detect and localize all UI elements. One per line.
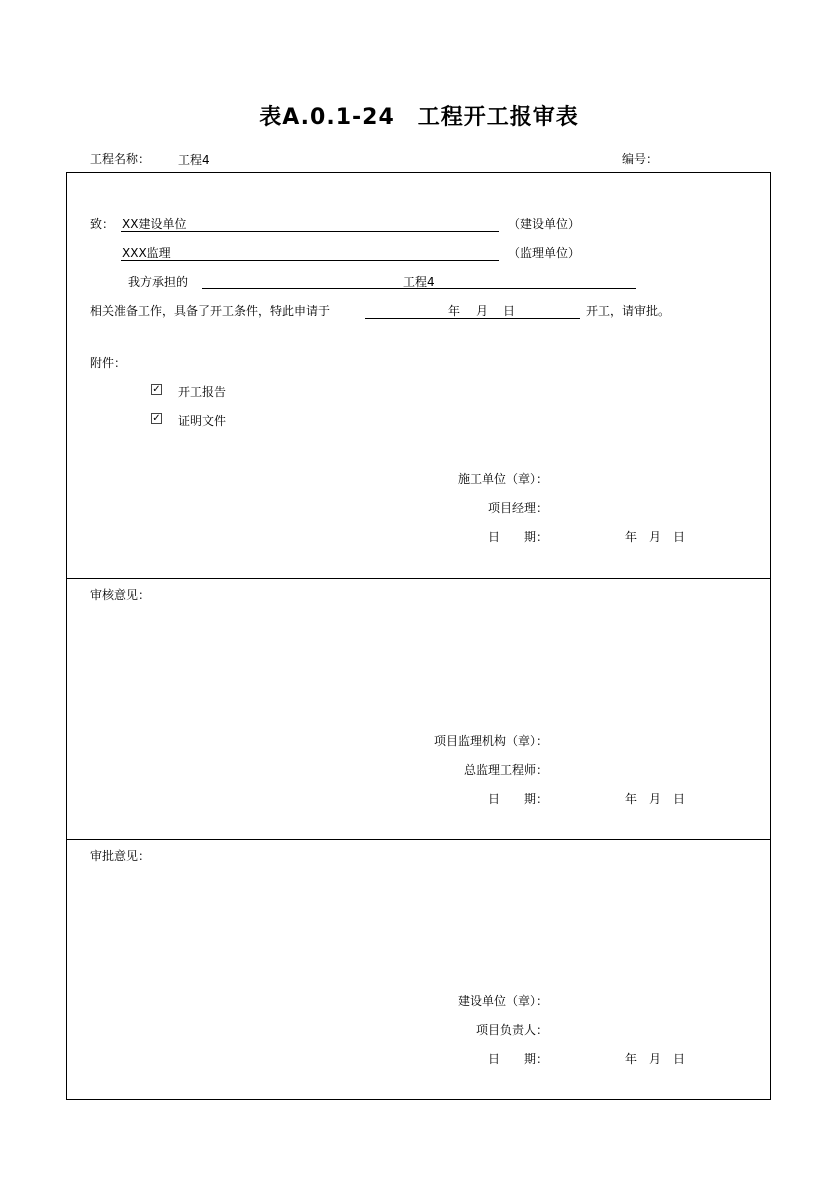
to-label: 致： [90, 217, 115, 231]
apply-date-underline [365, 318, 580, 319]
approval-seal-label: 建设单位（章）： [457, 994, 548, 1008]
contractor-date-value: 年 月 日 [625, 530, 686, 544]
apply-date-year: 年 [448, 304, 461, 318]
review-engineer-label: 总监理工程师： [463, 763, 548, 777]
undertake-underline [202, 288, 636, 289]
apply-date-day: 日 [503, 304, 516, 318]
supervisor-unit-value: XXX监理 [122, 246, 171, 260]
section-divider-review [66, 578, 771, 579]
attachment-label-certificate: 证明文件 [178, 414, 227, 428]
to-unit-value: XX建设单位 [122, 217, 187, 231]
contractor-date-label: 日 期： [487, 530, 548, 544]
attachments-label: 附件： [90, 356, 127, 370]
project-name-label: 工程名称： [90, 152, 151, 166]
project-name-value: 工程4 [178, 153, 210, 167]
approval-leader-label: 项目负责人： [475, 1023, 548, 1037]
form-number-label: 编号： [622, 152, 659, 166]
attachment-checkbox-report[interactable] [151, 384, 162, 395]
check-icon: ✓ [152, 413, 161, 424]
approval-label: 审批意见： [90, 849, 151, 863]
apply-suffix: 开工，请审批。 [586, 304, 671, 318]
contractor-seal-label: 施工单位（章）： [457, 472, 548, 486]
check-icon: ✓ [152, 384, 161, 395]
attachment-label-report: 开工报告 [178, 385, 227, 399]
review-date-label: 日 期： [487, 792, 548, 806]
undertake-project-value: 工程4 [403, 275, 435, 289]
to-unit-underline [121, 231, 499, 232]
apply-text: 相关准备工作，具备了开工条件，特此申请于 [90, 304, 331, 318]
approval-date-label: 日 期： [487, 1052, 548, 1066]
approval-date-value: 年 月 日 [625, 1052, 686, 1066]
review-date-value: 年 月 日 [625, 792, 686, 806]
attachment-checkbox-certificate[interactable] [151, 413, 162, 424]
form-title: 表A.0.1-24 工程开工报审表 [259, 105, 579, 130]
apply-date-month: 月 [476, 304, 489, 318]
to-unit-suffix: （建设单位） [508, 217, 581, 231]
review-seal-label: 项目监理机构（章）： [433, 734, 548, 748]
section-divider-approval [66, 839, 771, 840]
supervisor-unit-suffix: （监理单位） [508, 246, 581, 260]
undertake-label: 我方承担的 [128, 275, 189, 289]
review-label: 审核意见： [90, 588, 151, 602]
contractor-manager-label: 项目经理： [487, 501, 548, 515]
supervisor-unit-underline [121, 260, 499, 261]
